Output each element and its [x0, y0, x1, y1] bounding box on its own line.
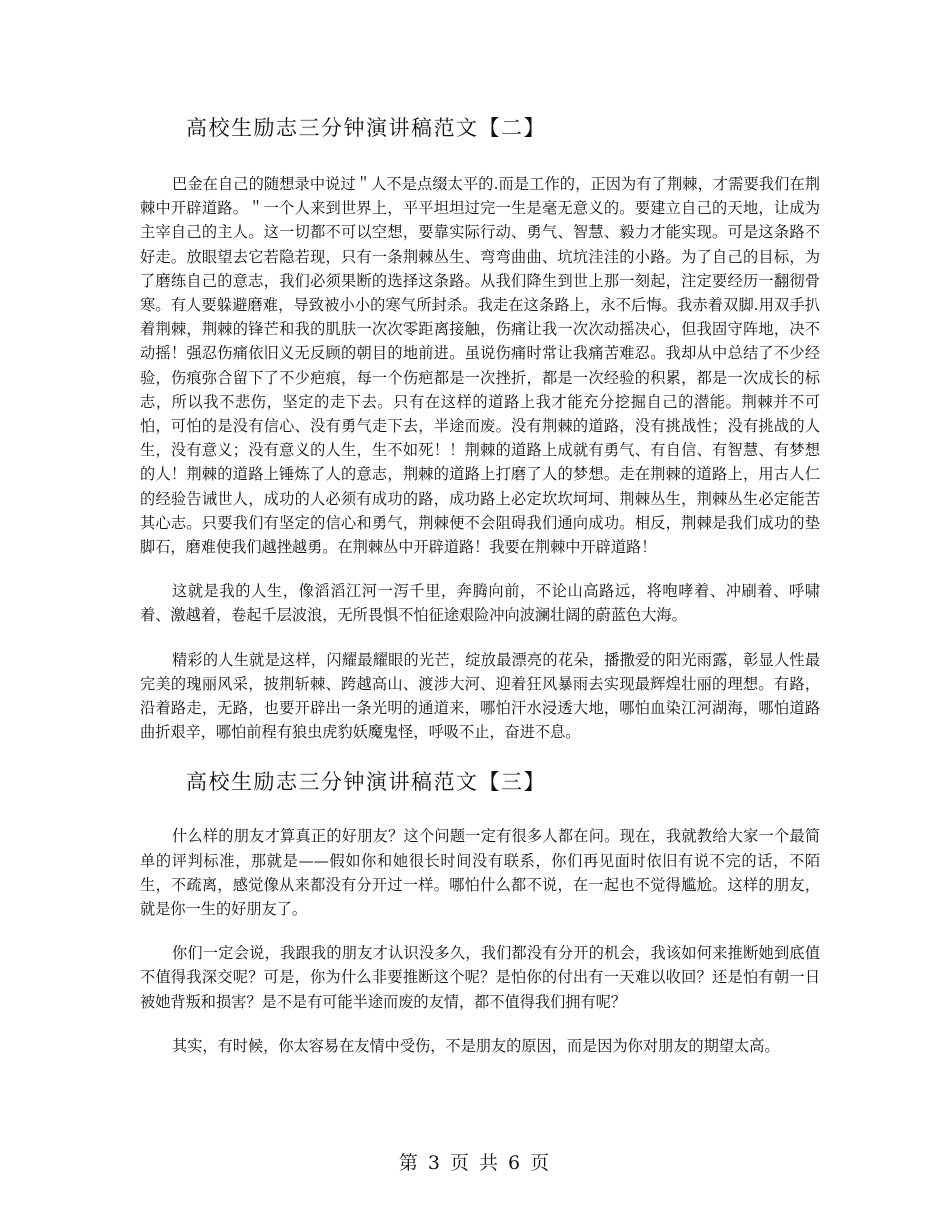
paragraph: 其实，有时候，你太容易在友情中受伤，不是朋友的原因，而是因为你对朋友的期望太高。 — [172, 1036, 780, 1055]
document-body — [140, 112, 820, 1078]
page-number-footer: 第 3 页 共 6 页 — [398, 1152, 552, 1174]
paragraph: 什么样的朋友才算真正的好朋友？这个问题一定有很多人都在问。现在，我就教给大家一个最简单的评判标准，那就是——假如你和她很长时间没有联系，你们再见面时依旧有说不完的话，不陌生，不疏离，感觉像从来都没有分开过一样。哪怕什么都不说，在一起也不觉得尴尬。这样的朋友，就是你一生的好朋友了。 — [140, 827, 820, 919]
section-title-2: 高校生励志三分钟演讲稿范文【二】 — [186, 116, 546, 140]
paragraph: 精彩的人生就是这样，闪耀最耀眼的光芒，绽放最漂亮的花朵，播撒爱的阳光雨露，彰显人性最完美的瑰丽风采，披荆斩棘、跨越高山、渡涉大河、迎着狂风暴雨去实现最辉煌壮丽的理想。有路，沿着路走，无路，也要开辟出一条光明的通道来，哪怕汗水浸透大地，哪怕血染江河湖海，哪怕道路曲折艰辛，哪怕前程有狼虫虎豹妖魔鬼怪，呼吸不止，奋进不息。 — [140, 650, 820, 742]
section-title-3: 高校生励志三分钟演讲稿范文【三】 — [186, 770, 546, 795]
paragraph: 你们一定会说，我跟我的朋友才认识没多久，我们都没有分开的机会，我该如何来推断她到底值不值得我深交呢？可是，你为什么非要推断这个呢？是怕你的付出有一天难以收回？还是怕有朝一日被她背叛和损害？是不是有可能半途而废的友情，都不值得我们拥有呢？ — [140, 944, 820, 1011]
paragraph: 这就是我的人生，像滔滔江河一泻千里，奔腾向前，不论山高路远，将咆哮着、冲刷着、呼啸着、激越着，卷起千层波浪，无所畏惧不怕征途艰险冲向波澜壮阔的蔚蓝色大海。 — [140, 582, 820, 625]
paragraph: 巴金在自己的随想录中说过＂人不是点缀太平的.而是工作的，正因为有了荆棘，才需要我们在荆棘中开辟道路。＂一个人来到世界上，平平坦坦过完一生是毫无意义的。要建立自己的天地，让成为主宰自己的主人。这一切都不可以空想，要靠实际行动、勇气、智慧、毅力才能实现。可是这条路不好走。放眼望去它若隐若现，只有一条荆棘丛生、弯弯曲曲、坑坑洼洼的小路。为了自己的目标，为了磨练自己的意志，我们必须果断的选择这条路。从我们降生到世上那一刻起，注定要经历一翻彻骨寒。有人要躲避磨难，导致被小小的寒气所封杀。我走在这条路上，永不后悔。我赤着双脚.用双手扒着荆棘，荆棘的锋芒和我的肌肤一次次零距离接触，伤痛让我一次次动摇决心，但我固守阵地，决不动摇！强忍伤痛依旧义无反顾的朝目的地前进。虽说伤痛时常让我痛苦难忍。我却从中总结了不少经验，伤痕弥合留下了不少疤痕，每一个伤疤都是一次挫折，都是一次经验的积累，都是一次成长的标志，所以我不悲伤，坚定的走下去。只有在这样的道路上我才能充分挖掘自己的潜能。荆棘并不可怕，可怕的是没有信心、没有勇气走下去，半途而废。没有荆棘的道路，没有挑战性；没有挑战的人生，没有意义；没有意义的人生，生不如死！！荆棘的道路上成就有勇气、有自信、有智慧、有梦想的人！荆棘的道路上锤炼了人的意志，荆棘的道路上打磨了人的梦想。走在荆棘的道路上，用古人仁的经验告诫世人，成功的人必须有成功的路，成功路上必定坎坎坷坷、荆棘丛生，荆棘丛生必定能苦其心志。只要我们有坚定的信心和勇气，荆棘便不会阻碍我们通向成功。相反，荆棘是我们成功的垫脚石，磨难使我们越挫越勇。在荆棘丛中开辟道路！我要在荆棘中开辟道路！ — [140, 175, 820, 557]
